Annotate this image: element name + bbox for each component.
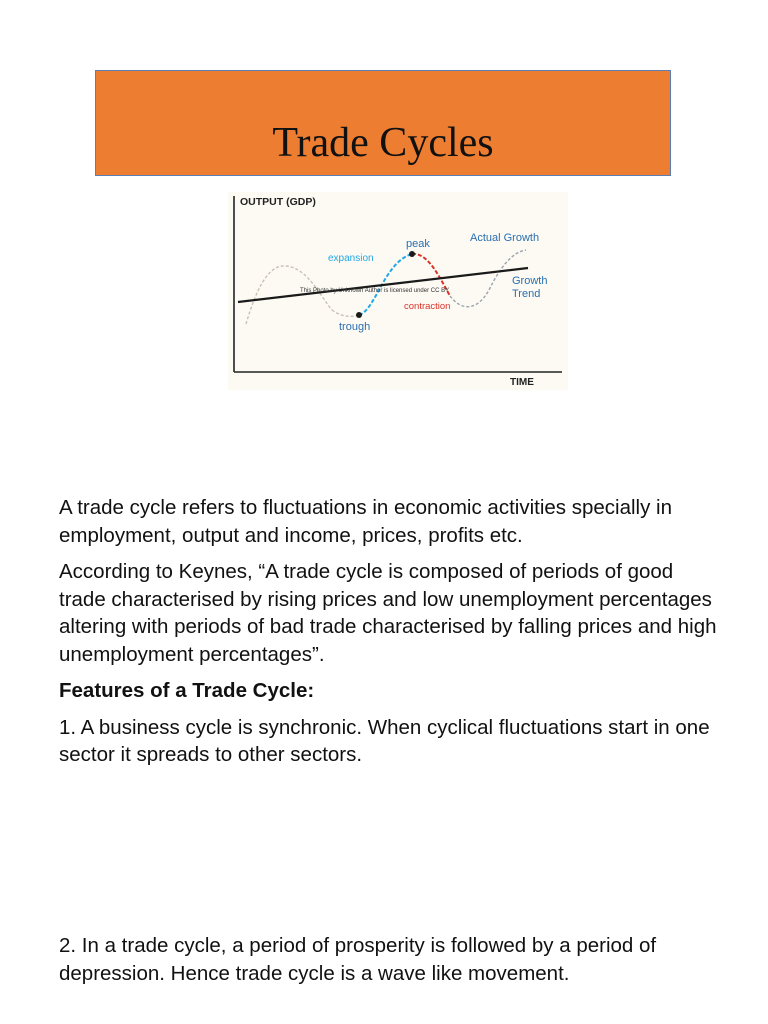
feature-point-2-block [59,932,719,987]
expansion-label: expansion [328,253,374,264]
y-axis-label: OUTPUT (GDP) [240,196,316,208]
trade-cycle-figure [228,192,568,390]
feature-point-2: 2. In a trade cycle, a period of prosperity is followed by a period of depression. Hence trade cycle is a wave like movement. [59,934,657,985]
keynes-quote-paragraph: According to Keynes, “A trade cycle is composed of periods of good trade characterised by rising prices and low unemployment percentages altering with periods of bad trade characterised by falling prices and high unemployment percentages”. [59,560,717,666]
growth-trend-label-line2: Trend [512,288,541,300]
feature-point-1: 1. A business cycle is synchronic. When cyclical fluctuations start in one sector it spreads to other sectors. [59,715,710,766]
growth-trend-label-line1: Growth [512,275,548,287]
body-text [59,494,719,769]
contraction-label: contraction [404,301,451,312]
slide-title: Trade Cycles [272,120,494,166]
features-heading: Features of a Trade Cycle: [59,679,315,702]
x-axis-label: TIME [510,377,534,388]
title-box [95,70,671,176]
actual-growth-label: Actual Growth [470,232,540,244]
definition-paragraph: A trade cycle refers to fluctuations in economic activities specially in employment, output and income, prices, profits etc. [59,496,672,547]
trough-label: trough [339,321,371,333]
peak-point [409,251,415,257]
peak-label: peak [406,238,430,250]
trade-cycle-diagram [228,192,568,390]
trough-point [356,312,362,318]
photo-attribution[interactable]: This Photo by Unknown Author is licensed under CC BY [300,288,450,294]
